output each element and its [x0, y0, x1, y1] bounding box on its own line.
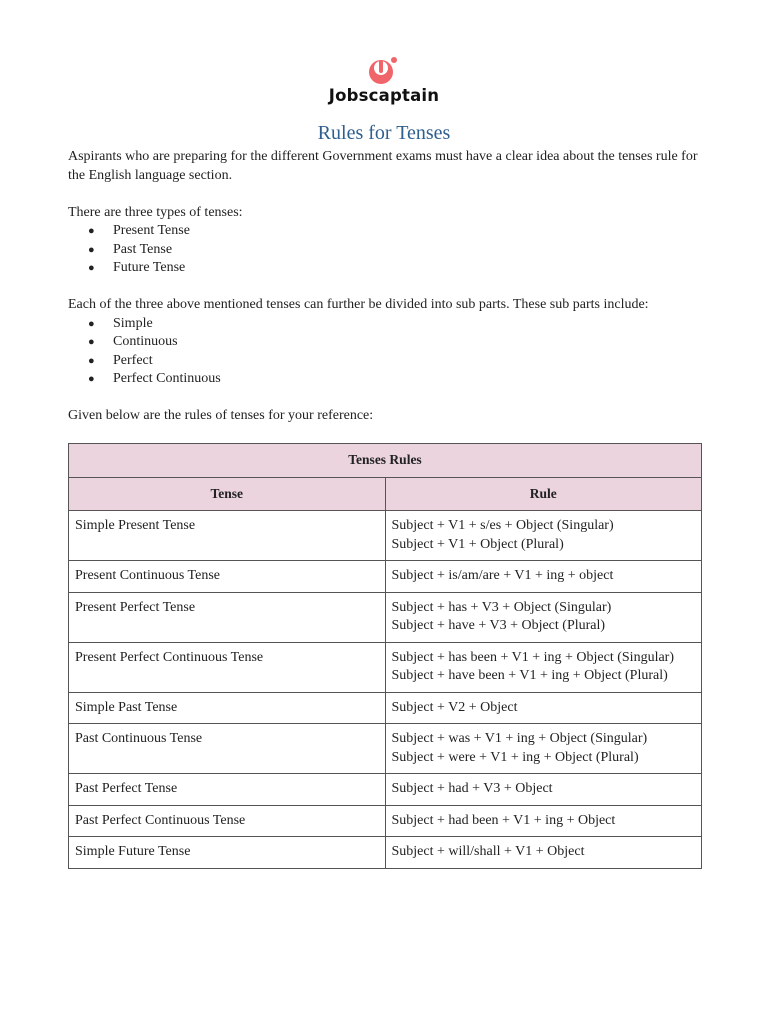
- tense-cell: Simple Present Tense: [69, 511, 386, 561]
- list-item-label: Present Tense: [113, 223, 190, 238]
- list-item: [88, 352, 704, 371]
- list-item-label: Continuous: [113, 334, 178, 349]
- tense-cell: Simple Future Tense: [69, 837, 386, 869]
- rule-line: Subject + has been + V1 + ing + Object (Singular): [391, 649, 674, 665]
- rule-cell: [385, 837, 702, 869]
- intro-paragraph: Aspirants who are preparing for the different Government exams must have a clear idea about the tenses rule for the English language section.: [68, 149, 698, 183]
- tense-cell: Simple Past Tense: [69, 692, 386, 724]
- list-item-label: Perfect Continuous: [113, 371, 221, 386]
- rule-line: Subject + was + V1 + ing + Object (Singular): [391, 731, 648, 746]
- rule-line: Subject + have + V3 + Object (Plural): [391, 618, 606, 633]
- column-header-tense: Tense: [69, 477, 386, 511]
- list-item-label: Past Tense: [113, 241, 173, 257]
- rule-cell: [385, 724, 702, 774]
- subparts-list: [68, 315, 704, 389]
- list-item-label: Simple: [113, 315, 153, 331]
- rule-cell: [385, 511, 702, 561]
- table-row: [69, 805, 702, 837]
- bullet-icon: ●: [88, 373, 95, 385]
- rule-cell: [385, 692, 702, 724]
- rule-line: Subject + is/am/are + V1 + ing + object: [391, 568, 614, 583]
- bullet-icon: ●: [88, 225, 95, 237]
- rule-line: Subject + V2 + Object: [391, 699, 518, 715]
- rule-line: Subject + had + V3 + Object: [391, 781, 553, 796]
- rule-cell: [385, 805, 702, 837]
- tense-cell: Present Perfect Continuous Tense: [69, 642, 386, 692]
- list-item-label: Future Tense: [113, 260, 186, 275]
- table-row: [69, 511, 702, 561]
- rule-line: Subject + will/shall + V1 + Object: [391, 844, 585, 859]
- table-row: [69, 561, 702, 593]
- subparts-heading: Each of the three above mentioned tenses can further be divided into sub parts. These sub parts include:: [68, 297, 649, 312]
- table-row: [69, 774, 702, 806]
- bullet-icon: ●: [88, 243, 95, 256]
- rule-cell: [385, 592, 702, 642]
- jobscaptain-logo-icon: [367, 52, 401, 86]
- table-row: [69, 642, 702, 692]
- tense-cell: Past Perfect Continuous Tense: [69, 805, 386, 837]
- table-row: [69, 592, 702, 642]
- rule-cell: [385, 774, 702, 806]
- list-item: [88, 370, 704, 389]
- tense-cell: Present Continuous Tense: [69, 561, 386, 593]
- list-item: [88, 259, 704, 278]
- rule-cell: [385, 561, 702, 593]
- table-row: [69, 692, 702, 724]
- bullet-icon: ●: [88, 354, 95, 367]
- rule-cell: [385, 642, 702, 692]
- brand-name: Jobscaptain: [328, 86, 440, 105]
- tense-cell: Past Continuous Tense: [69, 724, 386, 774]
- page-title: Rules for Tenses: [317, 122, 451, 144]
- table-row: [69, 837, 702, 869]
- list-item: [88, 222, 704, 241]
- rule-line: Subject + had been + V1 + ing + Object: [391, 812, 616, 828]
- rule-line: Subject + were + V1 + ing + Object (Plural): [391, 749, 639, 765]
- list-item-label: Perfect: [113, 352, 153, 368]
- rule-line: Subject + V1 + s/es + Object (Singular): [391, 518, 614, 533]
- tense-cell: Past Perfect Tense: [69, 774, 386, 806]
- tenses-rules-table: [68, 443, 702, 869]
- document-body: [68, 148, 704, 426]
- bullet-icon: ●: [88, 336, 95, 348]
- rule-line: Subject + have been + V1 + ing + Object (Plural): [391, 668, 668, 683]
- brand-logo: [0, 52, 768, 105]
- table-intro: Given below are the rules of tenses for your reference:: [68, 408, 374, 423]
- types-heading: There are three types of tenses:: [68, 204, 243, 220]
- tense-types-list: [68, 222, 704, 278]
- rule-line: Subject + has + V3 + Object (Singular): [391, 599, 612, 615]
- rule-line: Subject + V1 + Object (Plural): [391, 536, 564, 552]
- bullet-icon: ●: [88, 317, 95, 330]
- column-header-rule: Rule: [385, 477, 702, 511]
- bullet-icon: ●: [88, 262, 95, 274]
- list-item: [88, 241, 704, 260]
- table-row: [69, 724, 702, 774]
- list-item: [88, 315, 704, 334]
- tense-cell: Present Perfect Tense: [69, 592, 386, 642]
- table-caption: Tenses Rules: [69, 444, 702, 478]
- list-item: [88, 333, 704, 352]
